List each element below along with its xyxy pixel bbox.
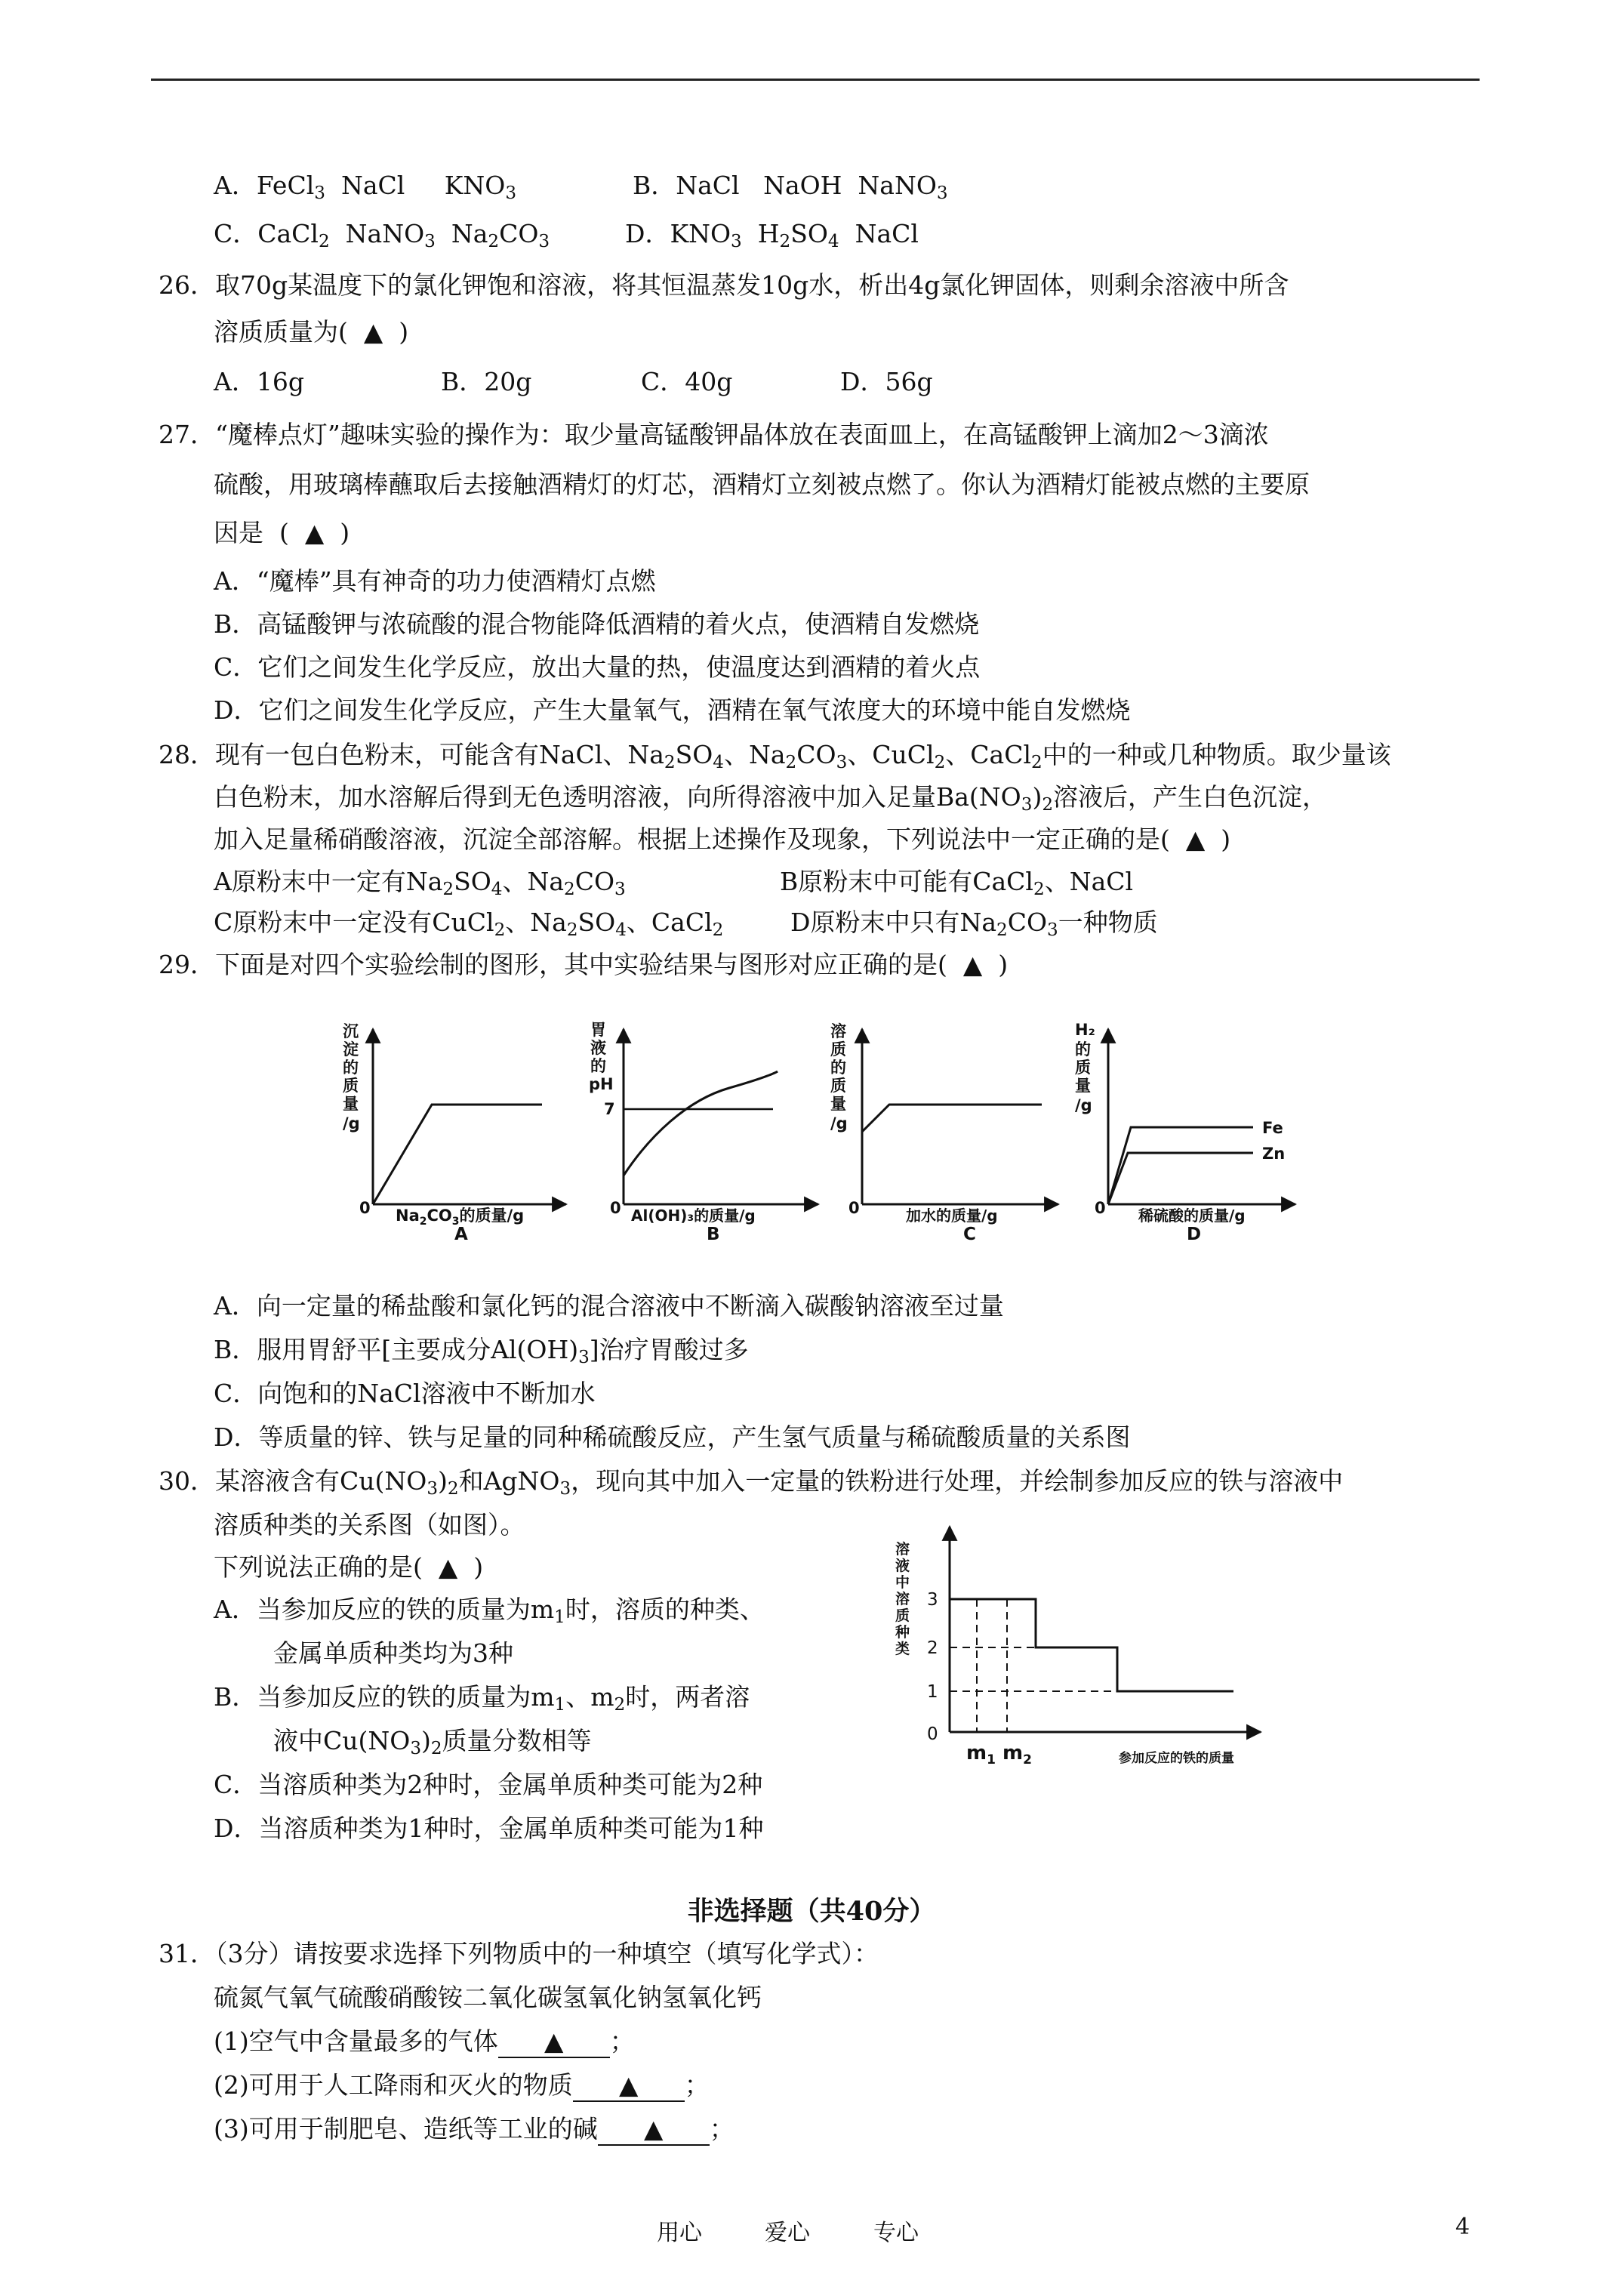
chart-a-caption: A	[454, 1225, 468, 1244]
svg-text:/g: /g	[1075, 1096, 1092, 1114]
q25-option-d: D．$KNO_3$ $H_2SO_4$ NaCl	[625, 219, 919, 251]
q26-option-d: D．56g	[840, 367, 933, 396]
q31-blank-3[interactable]: ▲	[598, 2114, 710, 2146]
chart-b-ylabel	[589, 1021, 614, 1093]
q29-chart-c	[823, 1015, 1072, 1242]
q26-option-c: C．40g	[641, 367, 733, 396]
svg-text:/g: /g	[343, 1114, 360, 1133]
q30-m2-label: $m_2$	[1002, 1742, 1032, 1767]
svg-text:的: 的	[343, 1059, 359, 1077]
q30-ylabel	[895, 1540, 910, 1657]
svg-text:类: 类	[895, 1641, 910, 1657]
q30-step-line	[950, 1599, 1233, 1691]
svg-text:质: 质	[1075, 1059, 1091, 1077]
q30-option-b-line1: B．当参加反应的铁的质量为$m_1$、$m_2$时，两者溶	[214, 1682, 750, 1715]
header-rule	[151, 79, 1480, 81]
chart-d-fe-label: Fe	[1262, 1119, 1283, 1137]
q30-tick-2: 2	[927, 1638, 938, 1658]
q27-option-d: D．它们之间发生化学反应，产生大量氧气，酒精在氧气浓度大的环境中能自发燃烧	[214, 695, 1131, 725]
chart-c-xlabel: 加水的质量/g	[906, 1207, 998, 1225]
q30-tick-0: 0	[927, 1724, 938, 1744]
q29-chart-d	[1064, 1015, 1313, 1242]
chart-a-ylabel	[343, 1022, 360, 1133]
svg-text:质: 质	[830, 1077, 846, 1095]
svg-text:液: 液	[895, 1558, 910, 1574]
chart-d-zn-label: Zn	[1262, 1145, 1286, 1163]
q28-option-a: A原粉末中一定有$Na_2SO_4$、$Na_2CO_3$	[214, 867, 626, 899]
q29-option-b: B．服用胃舒平[主要成分$Al(OH)_3$]治疗胃酸过多	[214, 1335, 749, 1367]
q30-chart	[883, 1510, 1313, 1782]
q28-option-c: C原粉末中一定没有CuCl$_2$、$Na_2SO_4$、CaCl$_2$	[214, 908, 724, 940]
svg-text:质: 质	[343, 1077, 359, 1095]
q25-option-b: B．NaCl NaOH NaNO$_3$	[633, 171, 948, 203]
q30-option-d: D．当溶质种类为1种时，金属单质种类可能为1种	[214, 1814, 764, 1843]
q28-stem-line2: 白色粉末，加水溶解后得到无色透明溶液，向所得溶液中加入足量$Ba(NO_3)_2$溶液后，产生白色沉淀，	[214, 782, 1328, 815]
svg-text:中: 中	[895, 1574, 910, 1591]
q28-option-d: D原粉末中只有$Na_2CO_3$一种物质	[790, 908, 1158, 940]
chart-a-origin: 0	[359, 1199, 371, 1217]
q29-option-a: A．向一定量的稀盐酸和氯化钙的混合溶液中不断滴入碳酸钠溶液至过量	[214, 1291, 1004, 1321]
page-number: 4	[1455, 2214, 1471, 2240]
q31-part-1: (1)空气中含量最多的气体 ▲ ；	[214, 2026, 635, 2058]
q29-chart-a	[332, 1015, 581, 1242]
svg-text:种: 种	[895, 1624, 910, 1641]
q30-xlabel: 参加反应的铁的质量	[1119, 1751, 1234, 1766]
svg-text:液: 液	[590, 1039, 606, 1057]
section-heading: 非选择题（共40分）	[687, 1896, 936, 1927]
svg-text:量: 量	[343, 1095, 359, 1113]
q31-stem: 31．（3分）请按要求选择下列物质中的一种填空（填写化学式）：	[159, 1939, 879, 1968]
footer-zhuanxin: 专心	[873, 2220, 919, 2246]
q25-option-c: C．CaCl$_2$ NaNO$_3$ $Na_2CO_3$	[214, 219, 550, 251]
q29-option-c: C．向饱和的NaCl溶液中不断加水	[214, 1379, 596, 1408]
q26-option-a: A．16g	[214, 367, 304, 396]
svg-text:淀: 淀	[343, 1040, 359, 1059]
q30-option-b-line2: 液中$Cu(NO_3)_2$质量分数相等	[273, 1726, 592, 1758]
svg-text:量: 量	[830, 1095, 846, 1113]
q30-option-a-line1: A．当参加反应的铁的质量为$m_1$时，溶质的种类、	[214, 1595, 765, 1627]
q31-blank-2[interactable]: ▲	[573, 2070, 685, 2102]
svg-text:溶: 溶	[830, 1022, 846, 1040]
chart-c-ylabel	[830, 1022, 848, 1133]
svg-text:质: 质	[830, 1040, 846, 1059]
q27-option-a: A．“魔棒”具有神奇的功力使酒精灯点燃	[214, 566, 656, 596]
svg-text:沉: 沉	[343, 1022, 359, 1040]
svg-text:量: 量	[1075, 1077, 1091, 1095]
q27-stem-line3: 因是 ( ▲ )	[214, 518, 350, 547]
q30-m1-label: $m_1$	[966, 1742, 996, 1767]
chart-b-xlabel: Al(OH)₃的质量/g	[631, 1207, 756, 1225]
chart-d-zn-curve	[1108, 1153, 1253, 1204]
q28-option-b: B原粉末中可能有CaCl$_2$、NaCl	[780, 867, 1134, 899]
q30-option-a-line2: 金属单质种类均为3种	[273, 1638, 513, 1668]
q29-chart-b	[581, 1015, 830, 1242]
footer-aixin: 爱心	[765, 2220, 810, 2246]
chart-b-caption: B	[707, 1225, 720, 1244]
q25-option-a: A．FeCl$_3$ NaCl $KNO_3$	[214, 171, 517, 203]
svg-text:溶: 溶	[895, 1541, 910, 1558]
svg-text:pH: pH	[589, 1075, 614, 1093]
footer-yongxin: 用心	[657, 2220, 702, 2246]
q29-stem: 29．下面是对四个实验绘制的图形，其中实验结果与图形对应正确的是( ▲ )	[159, 950, 1009, 979]
q28-stem-line1: 28．现有一包白色粉末，可能含有NaCl、$Na_2SO_4$、$Na_2CO_3$、CuCl$_2$、CaCl$_2$中的一种或几种物质。取少量该	[159, 740, 1391, 772]
q26-stem-line2: 溶质质量为( ▲ )	[214, 317, 409, 347]
chart-c-caption: C	[963, 1225, 976, 1244]
svg-text:/g: /g	[830, 1114, 848, 1133]
svg-text:的: 的	[590, 1057, 606, 1075]
q28-stem-line3: 加入足量稀硝酸溶液，沉淀全部溶解。根据上述操作及现象，下列说法中一定正确的是( ▲ )	[214, 824, 1231, 854]
chart-c-curve	[862, 1105, 1042, 1132]
q27-option-c: C．它们之间发生化学反应，放出大量的热，使温度达到酒精的着火点	[214, 652, 981, 682]
chart-d-xlabel: 稀硫酸的质量/g	[1138, 1207, 1246, 1225]
q30-tick-3: 3	[927, 1590, 938, 1610]
q26-option-b: B．20g	[441, 367, 532, 396]
q27-stem-line2: 硫酸，用玻璃棒蘸取后去接触酒精灯的灯芯，酒精灯立刻被点燃了。你认为酒精灯能被点燃的主要原	[214, 470, 1310, 499]
q27-stem-line1: 27．“魔棒点灯”趣味实验的操作为：取少量高锰酸钾晶体放在表面皿上，在高锰酸钾上滴加2～3滴浓	[159, 420, 1269, 449]
q31-part-3: (3)可用于制肥皂、造纸等工业的碱 ▲ ；	[214, 2114, 735, 2146]
svg-text:胃: 胃	[590, 1021, 606, 1039]
q30-option-c: C．当溶质种类为2种时，金属单质种类可能为2种	[214, 1770, 763, 1799]
chart-b-tick-7: 7	[604, 1100, 615, 1118]
q31-blank-1[interactable]: ▲	[498, 2026, 610, 2058]
chart-d-caption: D	[1187, 1225, 1202, 1244]
svg-text:H₂: H₂	[1075, 1021, 1095, 1039]
q30-stem-line2: 溶质种类的关系图（如图）。	[214, 1510, 525, 1539]
q29-option-d: D．等质量的锌、铁与足量的同种稀硫酸反应，产生氢气质量与稀硫酸质量的关系图	[214, 1422, 1131, 1452]
chart-a-curve	[373, 1105, 542, 1204]
q30-tick-1: 1	[927, 1682, 938, 1702]
q27-option-b: B．高锰酸钾与浓硫酸的混合物能降低酒精的着火点，使酒精自发燃烧	[214, 609, 980, 639]
q31-part-2: (2)可用于人工降雨和灭火的物质 ▲ ；	[214, 2070, 710, 2102]
chart-d-ylabel	[1075, 1021, 1095, 1114]
chart-d-fe-curve	[1108, 1127, 1253, 1204]
q30-stem-line1: 30．某溶液含有$Cu(NO_3)_2$和AgNO$_3$，现向其中加入一定量的铁粉进行处理，并绘制参加反应的铁与溶液中	[159, 1466, 1344, 1499]
chart-a-xlabel: $Na_2CO_3$的质量/g	[396, 1207, 525, 1228]
svg-text:的: 的	[1075, 1040, 1091, 1059]
chart-b-origin: 0	[610, 1199, 621, 1217]
q30-stem-line3: 下列说法正确的是( ▲ )	[214, 1552, 484, 1582]
svg-text:溶: 溶	[895, 1591, 910, 1607]
svg-text:质: 质	[895, 1607, 910, 1624]
q31-substance-list: 硫氮气氧气硫酸硝酸铵二氧化碳氢氧化钠氢氧化钙	[214, 1983, 762, 2012]
q26-stem-line1: 26．取70g某温度下的氯化钾饱和溶液，将其恒温蒸发10g水，析出4g氯化钾固体，则剩余溶液中所含	[159, 270, 1289, 300]
svg-text:的: 的	[830, 1059, 846, 1077]
chart-c-origin: 0	[848, 1199, 860, 1217]
chart-b-curve	[624, 1071, 778, 1176]
chart-d-origin: 0	[1095, 1199, 1106, 1217]
